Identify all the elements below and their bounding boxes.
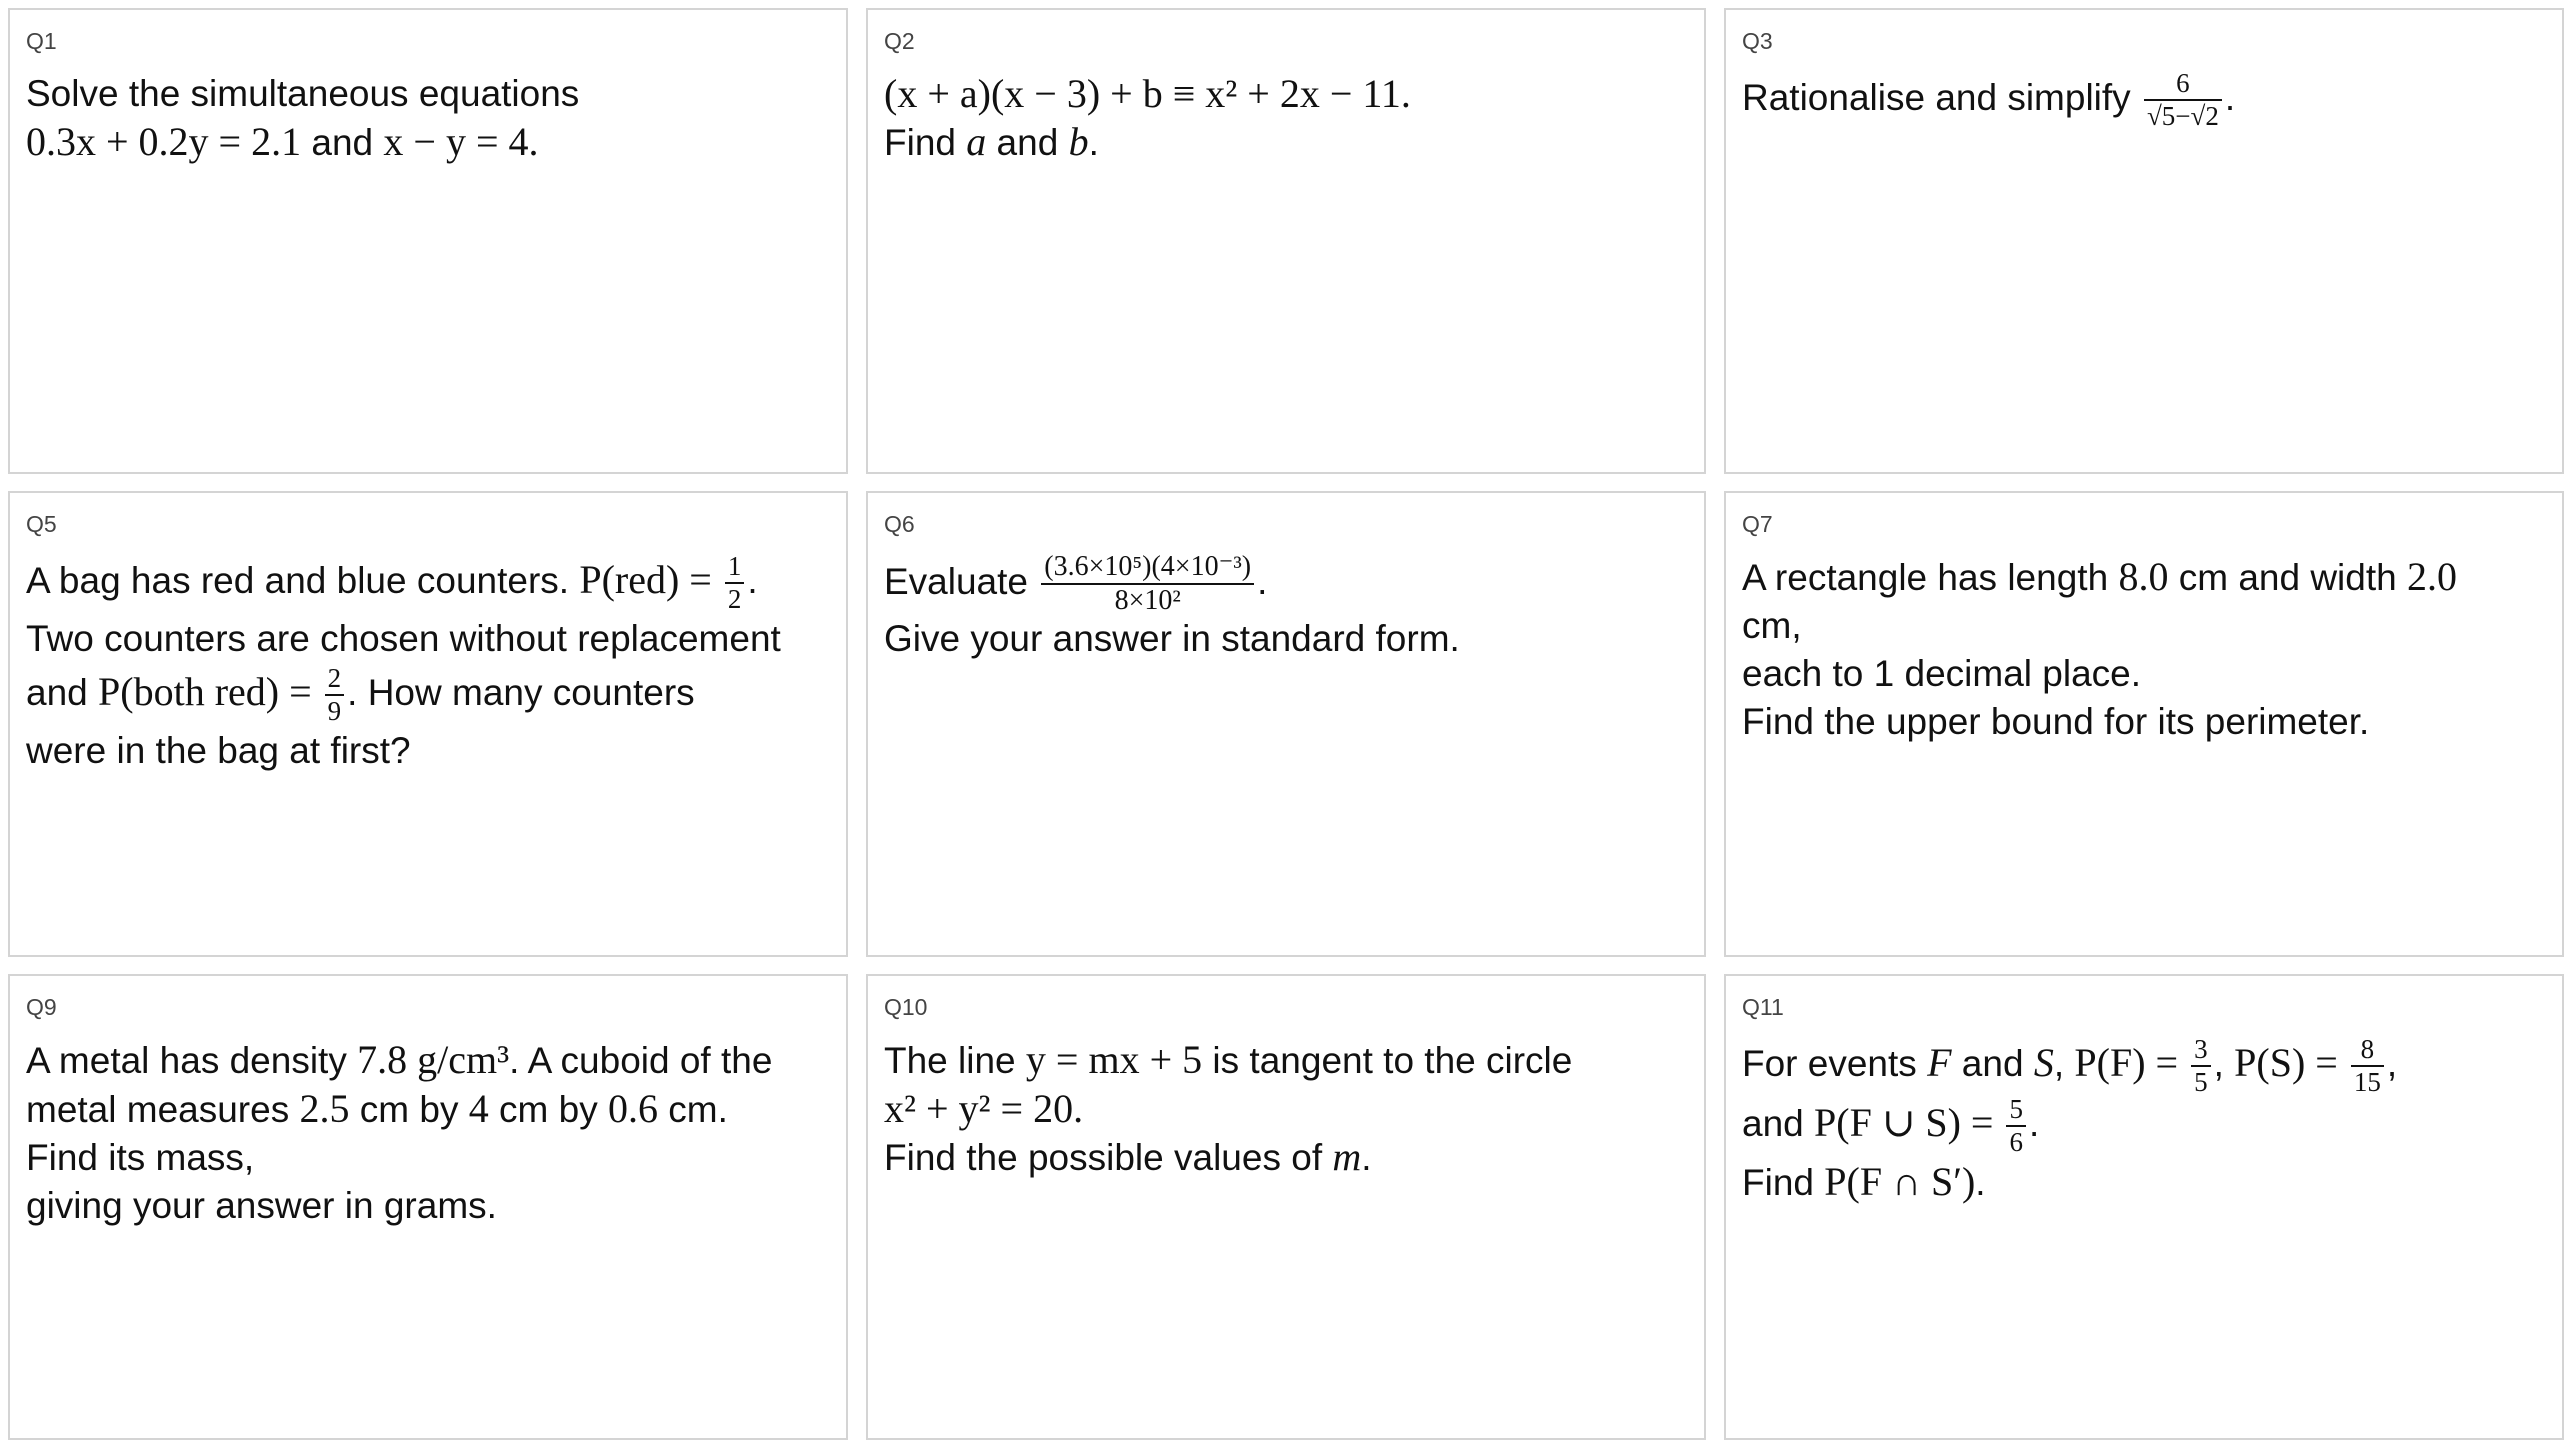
dimension-value: 2.5: [299, 1086, 350, 1131]
text-fragment: and: [26, 671, 99, 713]
question-line-1: [26, 553, 830, 613]
text-fragment: . How many counters: [347, 671, 695, 713]
question-line-4: were in the bag at first?: [26, 730, 411, 771]
probability-both-red: P(both red) =: [98, 668, 322, 714]
fraction: [2351, 1036, 2384, 1096]
question-line-4: giving your answer in grams.: [26, 1185, 497, 1226]
length-value: 8.0: [2118, 554, 2169, 599]
question-line-1: [1742, 553, 2546, 602]
question-line-3: [1742, 1156, 2546, 1209]
fraction-denominator: 15: [2353, 1067, 2381, 1097]
question-text: [884, 70, 1688, 167]
variable-m: m: [1332, 1134, 1362, 1179]
variable-f: F: [1927, 1039, 1952, 1085]
fraction: [725, 553, 745, 613]
fraction-denominator: 5: [2194, 1067, 2208, 1097]
question-text: [1742, 70, 2546, 130]
text-fragment: is tangent to the circle: [1202, 1040, 1573, 1081]
text-fragment: A rectangle has length: [1742, 557, 2119, 598]
text-fragment: and: [986, 122, 1069, 163]
fraction-numerator: 8: [2351, 1036, 2384, 1067]
text-fragment: For events: [1742, 1042, 1928, 1084]
text-fragment: . A cuboid of the: [509, 1040, 773, 1081]
question-card-q11: [1724, 974, 2564, 1440]
fraction-denominator: 9: [327, 696, 342, 726]
fraction: [2144, 70, 2222, 130]
text-fragment: Find the possible values of: [884, 1137, 1333, 1178]
question-line-1: [884, 1036, 1688, 1085]
text-fragment: A bag has red and blue counters.: [26, 559, 580, 601]
text-fragment: and: [1742, 1102, 1815, 1144]
identity-equation: (x + a)(x − 3) + b ≡ x² + 2x − 11.: [884, 71, 1411, 116]
fraction-numerator: 3: [2191, 1036, 2211, 1067]
question-label: Q5: [26, 511, 57, 537]
question-label: Q10: [884, 994, 928, 1020]
fraction: [2006, 1096, 2026, 1156]
text-fragment: ,: [2053, 1042, 2075, 1084]
question-card-q5: [8, 491, 848, 957]
fraction-numerator: 1: [725, 553, 745, 584]
fraction-numerator: 2: [325, 665, 345, 696]
question-text: [884, 1036, 1688, 1182]
fraction: [1041, 553, 1254, 615]
text-fragment: .: [1088, 122, 1099, 163]
question-line-3: Find its mass,: [26, 1137, 255, 1178]
question-line-1: Solve the simultaneous equations: [26, 73, 580, 114]
equation-2: x − y = 4.: [383, 119, 539, 164]
question-line-3: each to 1 decimal place.: [1742, 653, 2142, 694]
question-line-2: [26, 1085, 830, 1134]
text-fragment: Find: [1742, 1162, 1825, 1203]
question-line-2: Give your answer in standard form.: [884, 618, 1460, 659]
fraction-denominator: √5−√2: [2146, 101, 2219, 131]
probability-f: P(F) =: [2074, 1039, 2189, 1085]
width-value: 2.0: [2407, 554, 2457, 599]
dimension-value: 0.6: [608, 1086, 658, 1131]
text-fragment: The line: [884, 1040, 1026, 1081]
question-text: [1742, 553, 2546, 746]
fraction: [325, 665, 345, 725]
question-grid: [8, 8, 2564, 1440]
question-line-2: Two counters are chosen without replacement: [26, 618, 781, 659]
fraction-numerator: 5: [2006, 1096, 2026, 1127]
question-label: Q2: [884, 28, 915, 54]
text-fragment: Evaluate: [884, 560, 1039, 602]
question-line-2: [884, 118, 1688, 167]
question-line-3: [884, 1133, 1688, 1182]
dimension-value: 4: [468, 1086, 489, 1131]
text-fragment: .: [747, 559, 758, 601]
text-fragment: .: [2224, 76, 2236, 118]
probability-s: P(S) =: [2234, 1039, 2348, 1085]
question-label: Q9: [26, 994, 57, 1020]
fraction-denominator: 2: [727, 584, 742, 614]
question-text: [26, 1036, 830, 1230]
circle-equation: x² + y² = 20.: [884, 1086, 1084, 1131]
text-fragment: .: [1975, 1162, 1986, 1203]
probability-union: P(F ∪ S) =: [1814, 1099, 2004, 1145]
text-fragment: .: [2028, 1102, 2040, 1144]
question-text: [1742, 1036, 2546, 1209]
text-fragment: cm.: [658, 1089, 728, 1130]
question-label: Q7: [1742, 511, 1773, 537]
connector-text: and: [301, 122, 384, 163]
question-line-2: [26, 118, 830, 167]
question-line-4: Find the upper bound for its perimeter.: [1742, 701, 2370, 742]
question-line-1: [26, 1036, 830, 1085]
text-fragment: metal measures: [26, 1089, 300, 1130]
question-line-2: [1742, 1096, 2546, 1156]
probability-red: P(red) =: [579, 556, 722, 602]
question-label: Q1: [26, 28, 57, 54]
fraction-denominator: 8×10²: [1114, 585, 1181, 616]
question-line-1: [884, 553, 1688, 615]
text-fragment: cm by: [349, 1089, 469, 1130]
text-fragment: .: [1361, 1137, 1372, 1178]
fraction: [2191, 1036, 2211, 1096]
fraction-numerator: (3.6×10⁵)(4×10⁻³): [1041, 553, 1254, 585]
question-card-q1: [8, 8, 848, 474]
equation-1: 0.3x + 0.2y = 2.1: [26, 119, 302, 164]
question-line-2: cm,: [1742, 605, 1802, 646]
question-card-q10: [866, 974, 1706, 1440]
text-fragment: ,: [2386, 1042, 2398, 1084]
fraction-denominator: 6: [2009, 1127, 2023, 1157]
question-text: [26, 553, 830, 777]
question-line-3: [26, 665, 830, 725]
text-fragment: ,: [2213, 1042, 2235, 1084]
fraction-numerator: 6: [2144, 70, 2222, 101]
question-line-1: [1742, 1036, 2546, 1096]
text-fragment: Find: [884, 122, 967, 163]
question-text: [884, 553, 1688, 663]
line-equation: y = mx + 5: [1025, 1037, 1203, 1082]
text-fragment: Rationalise and simplify: [1742, 76, 2141, 118]
question-label: Q3: [1742, 28, 1773, 54]
question-card-q3: [1724, 8, 2564, 474]
density-value: 7.8 g/cm³: [357, 1037, 510, 1082]
variable-b: b: [1068, 119, 1089, 164]
question-label: Q6: [884, 511, 915, 537]
text-fragment: A metal has density: [26, 1040, 358, 1081]
question-card-q6: [866, 491, 1706, 957]
text-fragment: and: [1951, 1042, 2034, 1084]
variable-a: a: [966, 119, 987, 164]
text-fragment: cm by: [488, 1089, 608, 1130]
question-card-q7: [1724, 491, 2564, 957]
text-fragment: .: [1257, 560, 1268, 602]
question-text: [26, 70, 830, 167]
variable-s: S: [2033, 1039, 2054, 1085]
question-label: Q11: [1742, 994, 1784, 1020]
text-fragment: cm and width: [2168, 557, 2407, 598]
question-card-q9: [8, 974, 848, 1440]
question-card-q2: [866, 8, 1706, 474]
probability-intersection: P(F ∩ S′): [1824, 1159, 1976, 1204]
